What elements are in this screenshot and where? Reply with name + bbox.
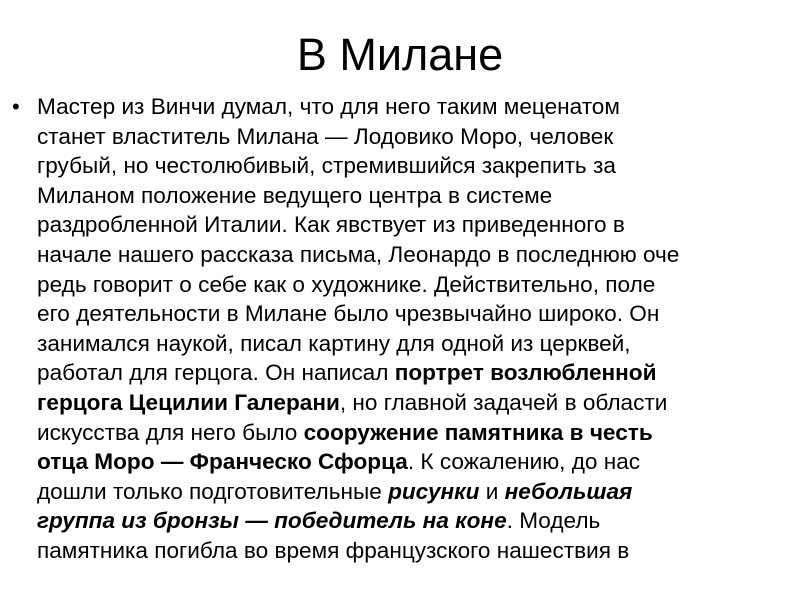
plain-text: искусства для него было — [37, 419, 304, 445]
text-line: станет властитель Милана — Лодовико Моро, человек — [37, 123, 614, 149]
plain-text: , но главной задачей в области — [339, 389, 668, 415]
bold-italic-text: группа из бронзы — победитель на коне — [37, 508, 507, 534]
text-line — [37, 418, 787, 448]
bold-text: отца Моро — Франческо Сфорца — [37, 449, 408, 475]
bullet-icon: • — [12, 94, 20, 119]
text-line — [37, 358, 787, 388]
bold-text: сооружение памятника в честь — [303, 419, 653, 445]
plain-text: . К сожалению, до нас — [407, 449, 641, 475]
text-line — [37, 477, 787, 507]
text-line: Миланом положение ведущего центра в системе — [37, 182, 553, 208]
bold-text: герцога Цецилии Галерани — [37, 389, 340, 415]
text-line: начале нашего рассказа письма, Леонардо в последнюю оче — [37, 241, 680, 267]
plain-text: . Модель — [506, 508, 601, 534]
text-line: памятника погибла во время французского нашествия в — [37, 537, 630, 563]
text-line — [37, 506, 787, 536]
text-line: Мастер из Винчи думал, что для него таким меценатом — [37, 94, 620, 119]
bold-text: портрет возлюбленной — [394, 360, 657, 386]
slide-title: В Милане — [296, 29, 504, 80]
text-line: грубый, но честолюбивый, стремившийся закрепить за — [37, 153, 616, 179]
text-line: редь говорит о себе как о художнике. Действительно, поле — [37, 271, 656, 297]
text-line: занимался наукой, писал картину для одной из церквей, — [37, 330, 631, 356]
plain-text: работал для герцога. Он написал — [37, 360, 395, 386]
plain-text: и — [479, 478, 505, 504]
text-line: раздробленной Италии. Как явствует из приведенного в — [37, 212, 625, 238]
bold-italic-text: рисунки — [388, 478, 480, 504]
text-line — [37, 388, 787, 418]
plain-text: дошли только подготовительные — [37, 478, 389, 504]
text-line: его деятельности в Милане было чрезвычайно широко. Он — [37, 301, 660, 327]
text-line — [37, 447, 787, 477]
bold-italic-text: небольшая — [504, 478, 633, 504]
bullet-paragraph — [37, 92, 787, 566]
